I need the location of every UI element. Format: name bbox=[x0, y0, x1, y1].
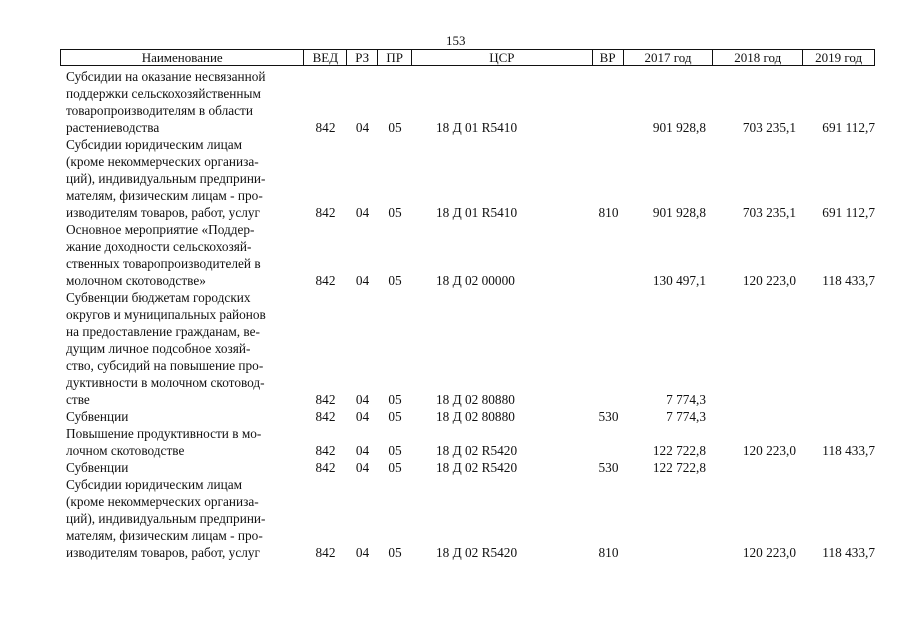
row-2017: 7 774,3 bbox=[666, 392, 706, 407]
row-csr: 18 Д 01 R5410 bbox=[436, 120, 518, 135]
row-csr: 18 Д 01 R5410 bbox=[436, 205, 518, 220]
header-ved: ВЕД bbox=[304, 50, 347, 65]
table-row bbox=[62, 476, 877, 561]
row-ved: 842 bbox=[315, 443, 336, 458]
row-ved: 842 bbox=[315, 205, 336, 220]
row-2017: 122 722,8 bbox=[652, 460, 706, 475]
row-rz: 04 bbox=[355, 205, 370, 220]
row-name: Основное мероприятие «Поддер- жание доходности сельскохозяй- ственных товаропроизводителей в молочном скотоводстве» bbox=[66, 222, 261, 288]
row-rz: 04 bbox=[355, 443, 370, 458]
header-name: Наименование bbox=[61, 50, 304, 65]
row-2019: 691 112,7 bbox=[822, 205, 875, 220]
row-2019: 118 433,7 bbox=[822, 545, 875, 560]
row-name: Субвенции бюджетам городских округов и муниципальных районов на предоставление гражданам, ве- дущим личное подсобное хозяй- ство, субсидий на повышение про- дуктивности в молочном скотовод- стве bbox=[66, 290, 266, 407]
row-pr: 05 bbox=[388, 120, 402, 135]
row-vr: 530 bbox=[598, 460, 619, 475]
row-pr: 05 bbox=[388, 205, 402, 220]
row-csr: 18 Д 02 R5420 bbox=[436, 545, 518, 560]
row-2019: 691 112,7 bbox=[822, 120, 875, 135]
row-csr: 18 Д 02 80880 bbox=[436, 409, 515, 424]
row-pr: 05 bbox=[388, 392, 402, 407]
row-2019: 118 433,7 bbox=[822, 443, 875, 458]
header-vr: ВР bbox=[593, 50, 624, 65]
table-row bbox=[62, 68, 877, 136]
row-ved: 842 bbox=[315, 545, 336, 560]
row-ved: 842 bbox=[315, 460, 336, 475]
row-name: Субсидии на оказание несвязанной поддержки сельскохозяйственным товаропроизводителям в области растениеводства bbox=[66, 69, 266, 135]
row-name: Субсидии юридическим лицам (кроме некоммерческих организа- ций), индивидуальным предприни- мателям, физическим лицам - про- изводителям товаров, работ, услуг bbox=[66, 477, 266, 560]
row-2017: 7 774,3 bbox=[666, 409, 706, 424]
row-vr: 530 bbox=[598, 409, 619, 424]
row-ved: 842 bbox=[315, 120, 336, 135]
row-2017: 130 497,1 bbox=[652, 273, 706, 288]
row-pr: 05 bbox=[388, 443, 402, 458]
table-row bbox=[62, 136, 877, 221]
row-pr: 05 bbox=[388, 460, 402, 475]
row-2017: 122 722,8 bbox=[652, 443, 706, 458]
page-number: 153 bbox=[446, 33, 466, 48]
row-vr: 810 bbox=[598, 205, 619, 220]
row-2018: 120 223,0 bbox=[742, 273, 796, 288]
row-pr: 05 bbox=[388, 273, 402, 288]
row-name: Субвенции bbox=[66, 460, 129, 475]
header-pr: ПР bbox=[378, 50, 412, 65]
row-pr: 05 bbox=[388, 409, 402, 424]
row-2019: 118 433,7 bbox=[822, 273, 875, 288]
row-rz: 04 bbox=[355, 120, 370, 135]
header-csr: ЦСР bbox=[412, 50, 593, 65]
row-rz: 04 bbox=[355, 409, 370, 424]
table-header bbox=[60, 49, 875, 66]
row-name: Повышение продуктивности в мо- лочном скотоводстве bbox=[66, 426, 262, 458]
row-csr: 18 Д 02 R5420 bbox=[436, 443, 518, 458]
row-rz: 04 bbox=[355, 273, 370, 288]
row-rz: 04 bbox=[355, 460, 370, 475]
header-2017: 2017 год bbox=[624, 50, 714, 65]
row-csr: 18 Д 02 80880 bbox=[436, 392, 515, 407]
header-2018: 2018 год bbox=[713, 50, 803, 65]
table-row bbox=[62, 221, 877, 289]
row-rz: 04 bbox=[355, 392, 370, 407]
row-name: Субсидии юридическим лицам (кроме некоммерческих организа- ций), индивидуальным предприни- мателям, физическим лицам - про- изводителям товаров, работ, услуг bbox=[66, 137, 266, 220]
table-body bbox=[62, 68, 877, 561]
row-csr: 18 Д 02 R5420 bbox=[436, 460, 518, 475]
header-2019: 2019 год bbox=[815, 50, 863, 65]
table-row bbox=[62, 408, 877, 425]
row-2017: 901 928,8 bbox=[652, 205, 706, 220]
row-2018: 703 235,1 bbox=[742, 120, 796, 135]
row-2018: 120 223,0 bbox=[742, 545, 796, 560]
header-rz: РЗ bbox=[347, 50, 378, 65]
row-2018: 703 235,1 bbox=[742, 205, 796, 220]
row-name: Субвенции bbox=[66, 409, 129, 424]
row-pr: 05 bbox=[388, 545, 402, 560]
row-ved: 842 bbox=[315, 409, 336, 424]
row-ved: 842 bbox=[315, 273, 336, 288]
row-ved: 842 bbox=[315, 392, 336, 407]
row-csr: 18 Д 02 00000 bbox=[436, 273, 515, 288]
table-row bbox=[62, 459, 877, 476]
row-rz: 04 bbox=[355, 545, 370, 560]
row-2018: 120 223,0 bbox=[742, 443, 796, 458]
table-row bbox=[62, 289, 877, 408]
row-2017: 901 928,8 bbox=[652, 120, 706, 135]
row-vr: 810 bbox=[598, 545, 619, 560]
table-row bbox=[62, 425, 877, 459]
